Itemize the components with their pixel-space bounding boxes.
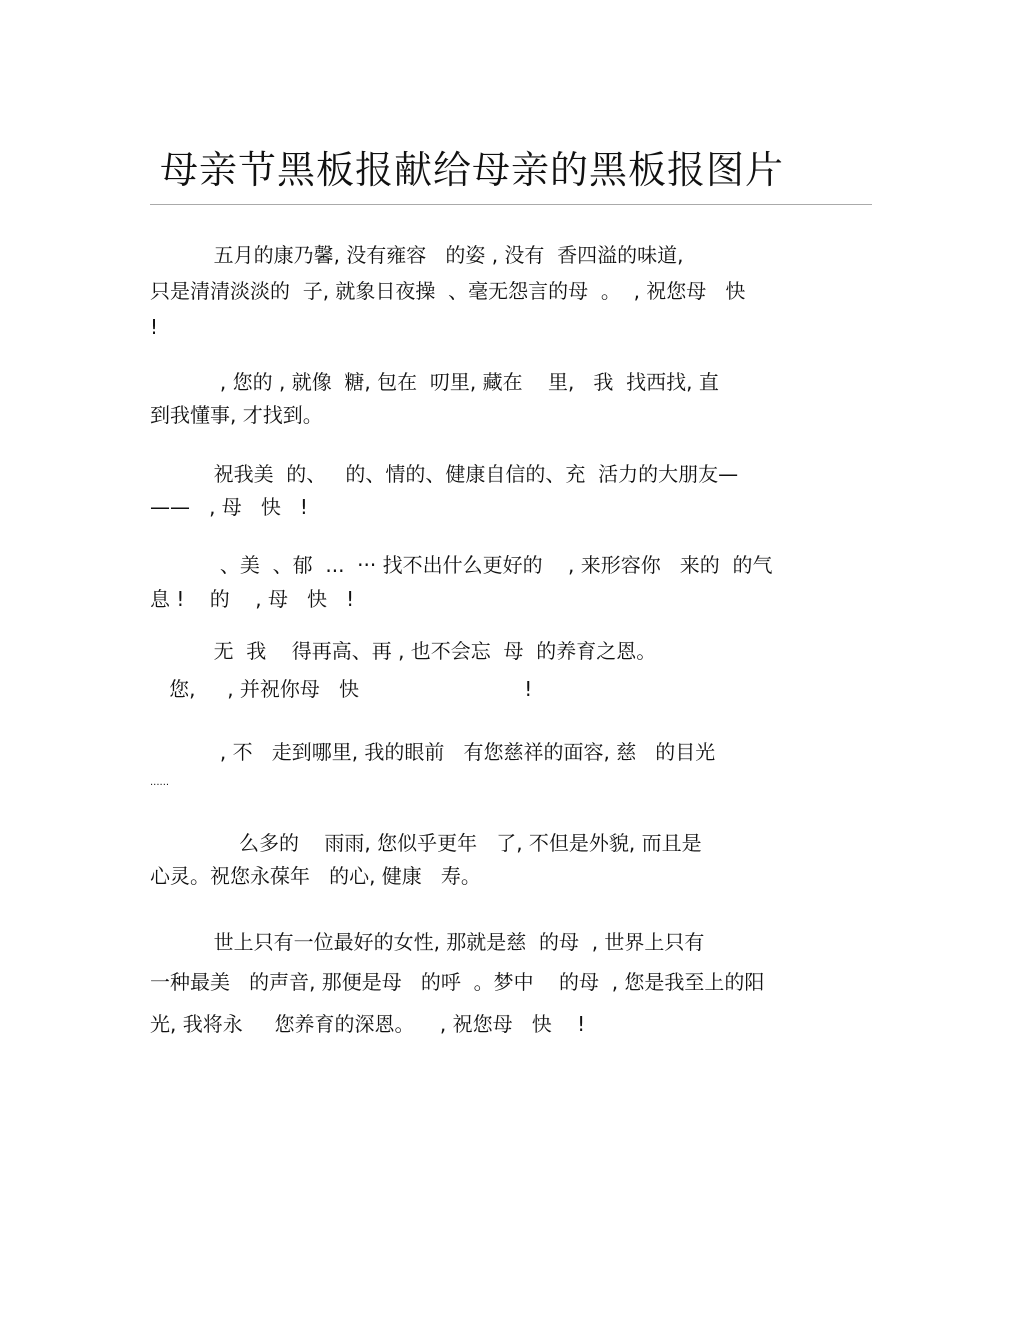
paragraph-6-line-1: , 不 走到哪里, 我的眼前 有您慈祥的面容, 慈 的目光 (150, 740, 716, 764)
paragraph-6-line-2: ...... (150, 777, 170, 788)
paragraph-2-line-2: 到我懂事, 才找到。 (150, 403, 323, 427)
title-divider (150, 204, 872, 205)
paragraph-2-line-1: , 您的 , 就像 糖, 包在 叨里, 藏在 里, 我 找西找, 直 (150, 370, 719, 394)
page-title: 母亲节黑板报献给母亲的黑板报图片 (160, 148, 785, 192)
paragraph-4-line-2: 息 ! 的 , 母 快 ! (150, 587, 355, 611)
paragraph-8-line-2: 一种最美 的声音, 那便是母 的呼 。梦中 的母 , 您是我至上的阳 (150, 970, 765, 994)
paragraph-8-line-1: 世上只有一位最好的女性, 那就是慈 的母 , 世界上只有 (150, 930, 705, 954)
paragraph-5-line-1: 无 我 得再高、再 , 也不会忘 母 的养育之恩。 (150, 639, 657, 663)
paragraph-1-line-2: 只是清清淡淡的 子, 就象日夜操 、毫无怨言的母 。 , 祝您母 快 (150, 279, 746, 303)
paragraph-3-line-2: —— , 母 快 ! (150, 495, 308, 519)
paragraph-1-line-1: 五月的康乃馨, 没有雍容 的姿 , 没有 香四溢的味道, (150, 243, 684, 267)
paragraph-7-line-2: 心灵。祝您永葆年 的心, 健康 寿。 (150, 864, 481, 888)
paragraph-1-line-3: ! (150, 315, 159, 339)
paragraph-3-line-1: 祝我美 的、 的、情的、健康自信的、充 活力的大朋友— (150, 462, 739, 486)
paragraph-5-line-2: 您, , 并祝你母 快 ! (150, 677, 533, 701)
paragraph-8-line-3: 光, 我将永 您养育的深恩。 , 祝您母 快 ! (150, 1012, 586, 1036)
paragraph-7-line-1: 么多的 雨雨, 您似乎更年 了, 不但是外貌, 而且是 (150, 831, 702, 855)
paragraph-4-line-1: 、美 、郁 ... ··· 找不出什么更好的 , 来形容你 来的 的气 (150, 553, 773, 577)
